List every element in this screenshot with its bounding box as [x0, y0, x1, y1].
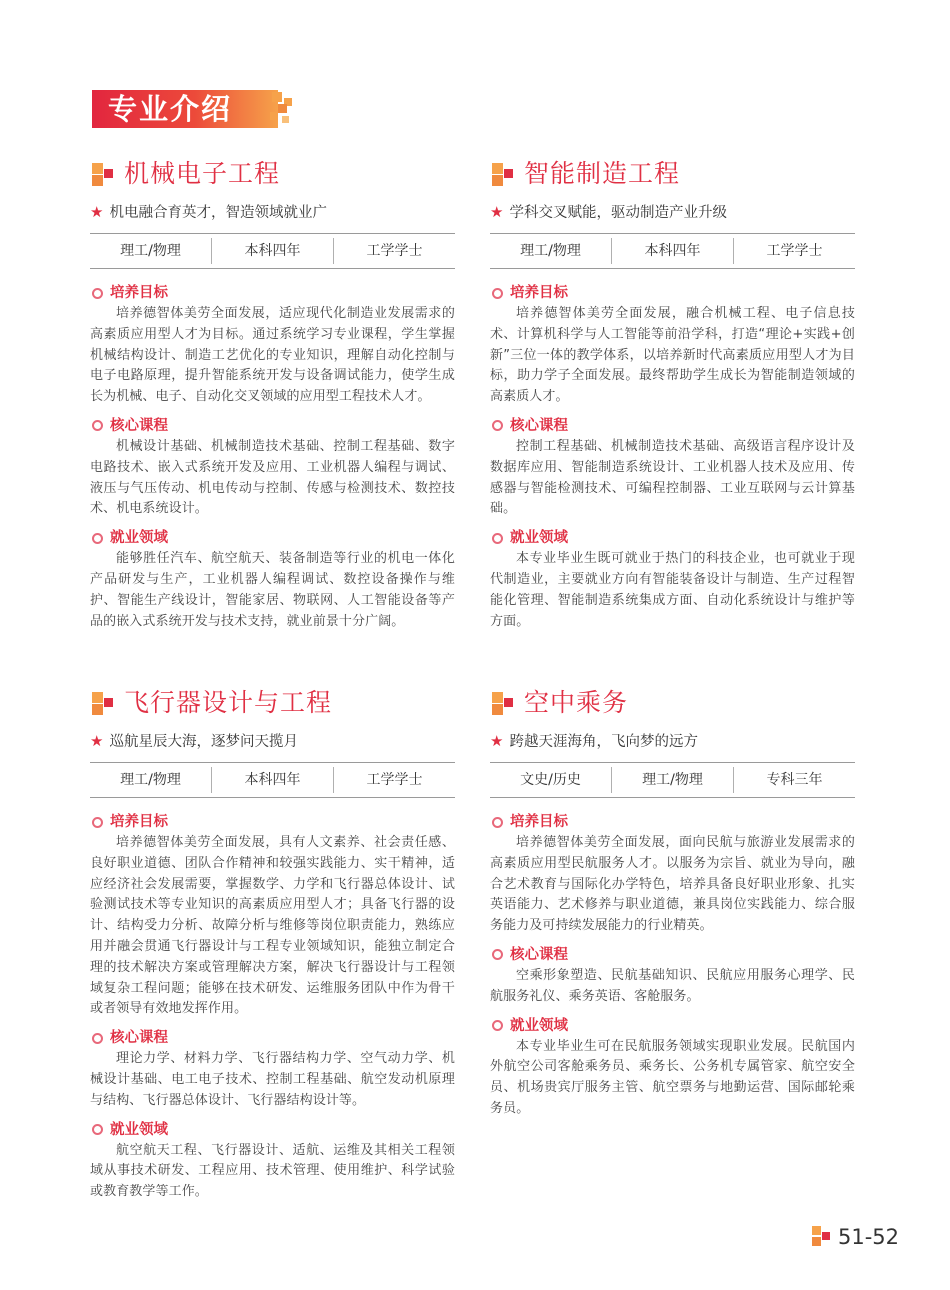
ring-bullet-icon	[492, 533, 503, 544]
section-careers	[90, 1120, 455, 1203]
star-icon: ★	[490, 732, 504, 750]
section-heading: 培养目标	[510, 814, 568, 830]
info-degree: 工学学士	[366, 243, 423, 259]
major-title-row	[490, 157, 855, 193]
ring-bullet-icon	[92, 533, 103, 544]
section-text: 控制工程基础、机械制造技术基础、高级语言程序设计及数据库应用、智能制造系统设计、工业机器人技术及应用、传感器与智能检测技术、可编程控制器、工业互联网与云计算基础。	[490, 438, 855, 517]
major-title: 空中乘务	[524, 688, 629, 717]
section-text: 培养德智体美劳全面发展，具有人文素养、社会责任感、良好职业道德、团队合作精神和较强实践能力、实干精神，适应经济社会发展需要，掌握数学、力学和飞行器总体设计、试验测试技术等专业知识的高素质应用型人才；具备飞行器的设计、结构受力分析、故障分析与维修等岗位职责能力，熟练应用并融会贯通飞行器设计与工程专业领域知识，能独立制定合理的技术解决方案或管理解决方案，解决飞行器设计与工程领域复杂工程问题；能够在技术研发、运维服务团队中作为骨干或者领导有效地发挥作用。	[90, 835, 455, 1017]
star-icon: ★	[90, 203, 104, 221]
major-title: 智能制造工程	[524, 159, 681, 188]
section-heading: 就业领域	[510, 1017, 568, 1034]
section-courses	[90, 1028, 455, 1111]
star-icon: ★	[90, 732, 104, 750]
section-courses	[490, 416, 855, 520]
ring-bullet-icon	[92, 1124, 103, 1135]
major-slogan: ★ 巡航星辰大海，逐梦问天揽月	[90, 732, 298, 750]
info-duration: 专科三年	[766, 772, 823, 788]
major-flight-attendant	[490, 686, 855, 1120]
section-text: 本专业毕业生可在民航服务领域实现职业发展。民航国内外航空公司客舱乘务员、乘务长、公务机专属管家、航空安全员、机场贵宾厅服务主管、航空票务与地勤运营、国际邮轮乘务员。	[490, 1038, 855, 1116]
section-text: 本专业毕业生既可就业于热门的科技企业，也可就业于现代制造业，主要就业方向有智能装备设计与制造、生产过程智能化管理、智能制造系统集成方面、自动化系统设计与维护等方面。	[490, 551, 855, 629]
info-subject: 理工/物理	[90, 238, 212, 264]
section-text: 航空航天工程、飞行器设计、适航、运维及其相关工程领域从事技术研发、工程应用、技术管理、使用维护、科学试验或教育教学等工作。	[90, 1142, 455, 1200]
ring-bullet-icon	[492, 949, 503, 960]
ring-bullet-icon	[492, 817, 503, 828]
major-title-row	[490, 686, 855, 722]
section-careers	[490, 528, 855, 632]
title-squares-icon	[492, 692, 518, 718]
major-slogan: ★ 机电融合育英才，智造领域就业广	[90, 203, 327, 221]
major-info-bar	[90, 762, 455, 798]
info-duration: 本科四年	[212, 238, 334, 264]
major-info-bar	[490, 762, 855, 798]
section-text: 培养德智体美劳全面发展，融合机械工程、电子信息技术、计算机科学与人工智能等前沿学科，打造“理论+实践+创新”三位一体的教学体系，以培养新时代高素质应用型人才为目标，助力学子全面发展。最终帮助学生成长为智能制造领域的高素质人才。	[490, 306, 855, 405]
ring-bullet-icon	[92, 288, 103, 299]
major-info-bar	[490, 233, 855, 269]
star-icon: ★	[490, 203, 504, 221]
major-intelligent-manufacturing	[490, 157, 855, 632]
section-goal	[90, 812, 455, 1020]
section-goal	[490, 812, 855, 937]
section-courses	[490, 945, 855, 1008]
page-number-squares-icon	[812, 1226, 832, 1248]
title-squares-icon	[492, 163, 518, 189]
section-text: 培养德智体美劳全面发展，适应现代化制造业发展需求的高素质应用型人才为目标。通过系统学习专业课程，学生掌握机械结构设计、制造工艺优化的专业知识，理解自动化控制与电子电路原理，提升智能系统开发与设备调试能力，使学生成长为机械、电子、自动化交叉领域的应用型工程技术人才。	[90, 306, 455, 405]
major-title: 飞行器设计与工程	[124, 688, 333, 717]
major-aircraft-design	[90, 686, 455, 1203]
ring-bullet-icon	[92, 817, 103, 828]
section-courses	[90, 416, 455, 520]
info-degree: 工学学士	[366, 772, 423, 788]
banner-squares-icon	[268, 90, 298, 126]
section-heading: 核心课程	[110, 417, 168, 434]
section-text: 培养德智体美劳全面发展，面向民航与旅游业发展需求的高素质应用型民航服务人才。以服务为宗旨、就业为导向，融合艺术教育与国际化办学特色，培养具备良好职业形象、扎实英语能力、艺术修养与职业道德，兼具岗位实践能力、综合服务能力及可持续发展能力的行业精英。	[490, 835, 855, 934]
title-squares-icon	[92, 692, 118, 718]
major-title: 机械电子工程	[124, 159, 281, 188]
section-heading: 核心课程	[510, 946, 568, 963]
info-subject: 理工/物理	[90, 767, 212, 793]
section-text: 能够胜任汽车、航空航天、装备制造等行业的机电一体化产品研发与生产，工业机器人编程调试、数控设备操作与维护、智能生产线设计，智能家居、物联网、人工智能设备等产品的嵌入式系统开发与技术支持，就业前景十分广阔。	[90, 551, 455, 629]
info-subject: 理工/物理	[490, 238, 612, 264]
section-heading: 核心课程	[110, 1030, 168, 1047]
ring-bullet-icon	[492, 420, 503, 431]
section-text: 机械设计基础、机械制造技术基础、控制工程基础、数字电路技术、嵌入式系统开发及应用、工业机器人编程与调试、液压与气压传动、机电传动与控制、传感与检测技术、数控技术、机电系统设计。	[90, 438, 455, 517]
section-careers	[90, 528, 455, 632]
page-number-text: 51-52	[838, 1225, 900, 1249]
section-heading: 培养目标	[110, 814, 168, 830]
major-title-row	[90, 686, 455, 722]
info-subject-arts: 文史/历史	[490, 767, 612, 793]
major-mechatronics	[90, 157, 455, 632]
section-heading: 培养目标	[110, 285, 168, 301]
section-heading: 核心课程	[510, 417, 568, 434]
info-degree: 工学学士	[766, 243, 823, 259]
ring-bullet-icon	[492, 288, 503, 299]
section-heading: 就业领域	[510, 530, 568, 547]
major-title-row	[90, 157, 455, 193]
section-text: 空乘形象塑造、民航基础知识、民航应用服务心理学、民航服务礼仪、乘务英语、客舱服务。	[490, 967, 855, 1004]
major-info-bar	[90, 233, 455, 269]
ring-bullet-icon	[92, 1033, 103, 1044]
section-goal	[490, 283, 855, 408]
info-duration: 本科四年	[212, 767, 334, 793]
info-duration: 本科四年	[612, 238, 734, 264]
section-careers	[490, 1016, 855, 1120]
title-squares-icon	[92, 163, 118, 189]
major-slogan: ★ 学科交叉赋能，驱动制造产业升级	[490, 203, 727, 221]
banner-title: 专业介绍	[108, 92, 233, 126]
info-subject-science: 理工/物理	[612, 767, 734, 793]
section-heading: 就业领域	[110, 530, 168, 547]
ring-bullet-icon	[92, 420, 103, 431]
section-goal	[90, 283, 455, 408]
section-heading: 培养目标	[510, 285, 568, 301]
section-banner	[92, 90, 278, 128]
section-text: 理论力学、材料力学、飞行器结构力学、空气动力学、机械设计基础、电工电子技术、控制工程基础、航空发动机原理与结构、飞行器总体设计、飞行器结构设计等。	[90, 1051, 455, 1108]
ring-bullet-icon	[492, 1020, 503, 1031]
major-slogan: ★ 跨越天涯海角，飞向梦的远方	[490, 732, 698, 750]
section-heading: 就业领域	[110, 1121, 168, 1138]
